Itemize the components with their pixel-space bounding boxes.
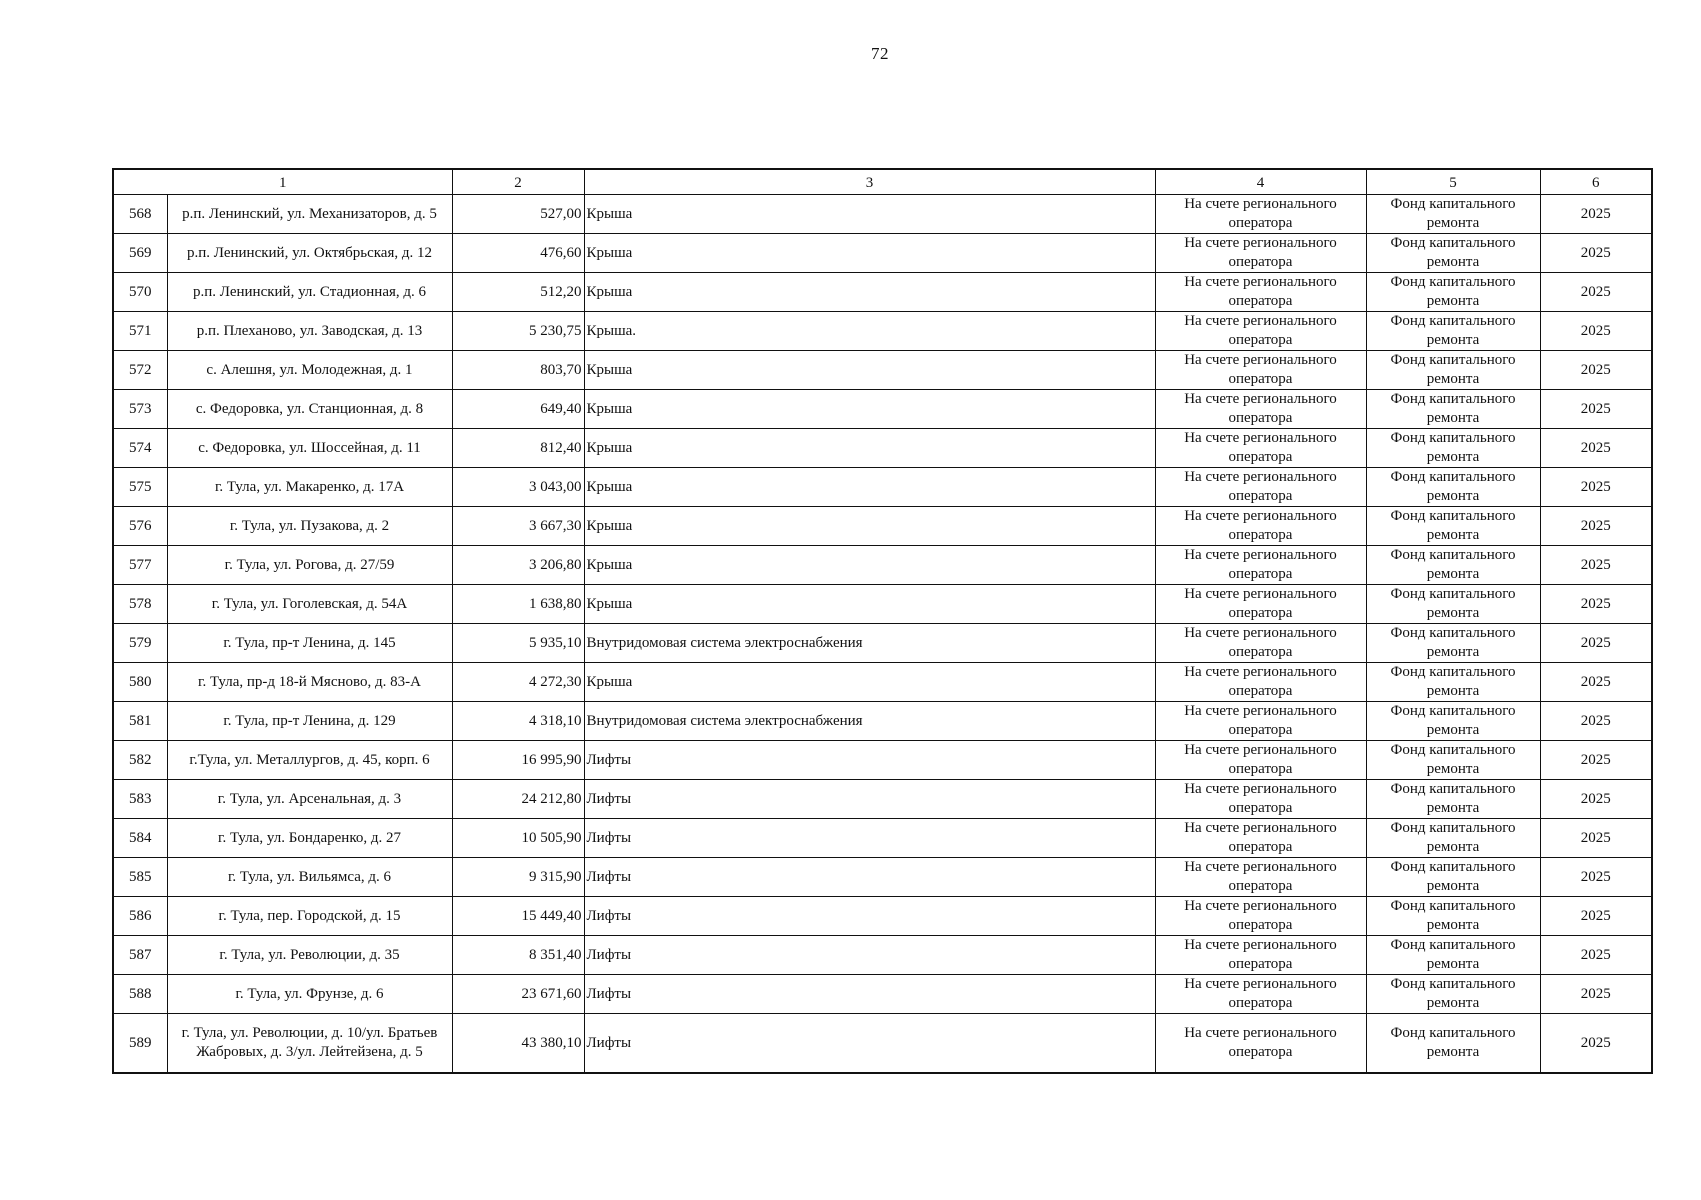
work-type-cell: Лифты — [584, 975, 1155, 1014]
work-type-cell: Лифты — [584, 858, 1155, 897]
year-cell: 2025 — [1540, 273, 1652, 312]
account-method-cell: На счете регионального оператора — [1155, 468, 1366, 507]
address-cell: г. Тула, ул. Революции, д. 35 — [167, 936, 452, 975]
funding-source-cell: Фонд капитального ремонта — [1366, 468, 1540, 507]
capital-repair-table — [112, 168, 1653, 1074]
row-number-cell: 571 — [113, 312, 167, 351]
area-cell: 3 667,30 — [452, 507, 584, 546]
address-cell: с. Алешня, ул. Молодежная, д. 1 — [167, 351, 452, 390]
area-cell: 4 318,10 — [452, 702, 584, 741]
address-cell: р.п. Ленинский, ул. Механизаторов, д. 5 — [167, 195, 452, 234]
address-cell: г. Тула, ул. Арсенальная, д. 3 — [167, 780, 452, 819]
account-method-cell: На счете регионального оператора — [1155, 234, 1366, 273]
table-row — [113, 624, 1652, 663]
year-cell: 2025 — [1540, 507, 1652, 546]
area-cell: 43 380,10 — [452, 1014, 584, 1074]
table-row — [113, 507, 1652, 546]
account-method-cell: На счете регионального оператора — [1155, 312, 1366, 351]
year-cell: 2025 — [1540, 741, 1652, 780]
row-number-cell: 568 — [113, 195, 167, 234]
row-number-cell: 574 — [113, 429, 167, 468]
row-number-cell: 579 — [113, 624, 167, 663]
address-cell: г. Тула, ул. Рогова, д. 27/59 — [167, 546, 452, 585]
row-number-cell: 572 — [113, 351, 167, 390]
table-row — [113, 585, 1652, 624]
table-row — [113, 858, 1652, 897]
account-method-cell: На счете регионального оператора — [1155, 429, 1366, 468]
row-number-cell: 570 — [113, 273, 167, 312]
funding-source-cell: Фонд капитального ремонта — [1366, 702, 1540, 741]
column-header-4: 4 — [1155, 169, 1366, 195]
year-cell: 2025 — [1540, 780, 1652, 819]
table-row — [113, 1014, 1652, 1074]
row-number-cell: 587 — [113, 936, 167, 975]
column-number-row — [113, 169, 1652, 195]
work-type-cell: Крыша — [584, 429, 1155, 468]
year-cell: 2025 — [1540, 234, 1652, 273]
work-type-cell: Лифты — [584, 819, 1155, 858]
table-row — [113, 780, 1652, 819]
area-cell: 476,60 — [452, 234, 584, 273]
account-method-cell: На счете регионального оператора — [1155, 897, 1366, 936]
address-cell: г. Тула, пр-д 18-й Мясново, д. 83-А — [167, 663, 452, 702]
table-row — [113, 195, 1652, 234]
table-row — [113, 468, 1652, 507]
address-cell: г. Тула, ул. Вильямса, д. 6 — [167, 858, 452, 897]
account-method-cell: На счете регионального оператора — [1155, 936, 1366, 975]
row-number-cell: 585 — [113, 858, 167, 897]
work-type-cell: Крыша — [584, 234, 1155, 273]
year-cell: 2025 — [1540, 663, 1652, 702]
address-cell: г. Тула, пер. Городской, д. 15 — [167, 897, 452, 936]
column-header-2: 2 — [452, 169, 584, 195]
table-row — [113, 975, 1652, 1014]
row-number-cell: 586 — [113, 897, 167, 936]
funding-source-cell: Фонд капитального ремонта — [1366, 663, 1540, 702]
table-row — [113, 351, 1652, 390]
year-cell: 2025 — [1540, 429, 1652, 468]
row-number-cell: 569 — [113, 234, 167, 273]
work-type-cell: Крыша — [584, 546, 1155, 585]
table-row — [113, 390, 1652, 429]
funding-source-cell: Фонд капитального ремонта — [1366, 507, 1540, 546]
address-cell: г. Тула, ул. Гоголевская, д. 54А — [167, 585, 452, 624]
work-type-cell: Крыша — [584, 585, 1155, 624]
table-body — [113, 195, 1652, 1074]
address-cell: г. Тула, ул. Пузакова, д. 2 — [167, 507, 452, 546]
account-method-cell: На счете регионального оператора — [1155, 975, 1366, 1014]
area-cell: 3 043,00 — [452, 468, 584, 507]
area-cell: 16 995,90 — [452, 741, 584, 780]
funding-source-cell: Фонд капитального ремонта — [1366, 624, 1540, 663]
account-method-cell: На счете регионального оператора — [1155, 273, 1366, 312]
row-number-cell: 578 — [113, 585, 167, 624]
work-type-cell: Крыша — [584, 663, 1155, 702]
area-cell: 1 638,80 — [452, 585, 584, 624]
work-type-cell: Лифты — [584, 897, 1155, 936]
funding-source-cell: Фонд капитального ремонта — [1366, 429, 1540, 468]
address-cell: г. Тула, ул. Фрунзе, д. 6 — [167, 975, 452, 1014]
area-cell: 527,00 — [452, 195, 584, 234]
table-row — [113, 936, 1652, 975]
funding-source-cell: Фонд капитального ремонта — [1366, 741, 1540, 780]
account-method-cell: На счете регионального оператора — [1155, 819, 1366, 858]
year-cell: 2025 — [1540, 1014, 1652, 1074]
funding-source-cell: Фонд капитального ремонта — [1366, 585, 1540, 624]
funding-source-cell: Фонд капитального ремонта — [1366, 390, 1540, 429]
row-number-cell: 580 — [113, 663, 167, 702]
account-method-cell: На счете регионального оператора — [1155, 507, 1366, 546]
area-cell: 3 206,80 — [452, 546, 584, 585]
funding-source-cell: Фонд капитального ремонта — [1366, 936, 1540, 975]
table-row — [113, 429, 1652, 468]
address-cell: г. Тула, пр-т Ленина, д. 145 — [167, 624, 452, 663]
year-cell: 2025 — [1540, 585, 1652, 624]
year-cell: 2025 — [1540, 351, 1652, 390]
address-cell: г. Тула, пр-т Ленина, д. 129 — [167, 702, 452, 741]
account-method-cell: На счете регионального оператора — [1155, 195, 1366, 234]
account-method-cell: На счете регионального оператора — [1155, 546, 1366, 585]
year-cell: 2025 — [1540, 546, 1652, 585]
table-row — [113, 819, 1652, 858]
area-cell: 512,20 — [452, 273, 584, 312]
funding-source-cell: Фонд капитального ремонта — [1366, 273, 1540, 312]
row-number-cell: 584 — [113, 819, 167, 858]
table-row — [113, 234, 1652, 273]
funding-source-cell: Фонд капитального ремонта — [1366, 1014, 1540, 1074]
funding-source-cell: Фонд капитального ремонта — [1366, 858, 1540, 897]
table-row — [113, 663, 1652, 702]
area-cell: 24 212,80 — [452, 780, 584, 819]
area-cell: 9 315,90 — [452, 858, 584, 897]
funding-source-cell: Фонд капитального ремонта — [1366, 780, 1540, 819]
year-cell: 2025 — [1540, 312, 1652, 351]
funding-source-cell: Фонд капитального ремонта — [1366, 819, 1540, 858]
account-method-cell: На счете регионального оператора — [1155, 858, 1366, 897]
row-number-cell: 582 — [113, 741, 167, 780]
area-cell: 8 351,40 — [452, 936, 584, 975]
table-row — [113, 741, 1652, 780]
area-cell: 23 671,60 — [452, 975, 584, 1014]
row-number-cell: 588 — [113, 975, 167, 1014]
year-cell: 2025 — [1540, 975, 1652, 1014]
area-cell: 4 272,30 — [452, 663, 584, 702]
work-type-cell: Внутридомовая система электроснабжения — [584, 624, 1155, 663]
year-cell: 2025 — [1540, 897, 1652, 936]
work-type-cell: Крыша. — [584, 312, 1155, 351]
funding-source-cell: Фонд капитального ремонта — [1366, 195, 1540, 234]
account-method-cell: На счете регионального оператора — [1155, 1014, 1366, 1074]
row-number-cell: 581 — [113, 702, 167, 741]
row-number-cell: 589 — [113, 1014, 167, 1074]
address-cell: р.п. Ленинский, ул. Октябрьская, д. 12 — [167, 234, 452, 273]
account-method-cell: На счете регионального оператора — [1155, 390, 1366, 429]
table-row — [113, 702, 1652, 741]
row-number-cell: 575 — [113, 468, 167, 507]
work-type-cell: Крыша — [584, 390, 1155, 429]
address-cell: г.Тула, ул. Металлургов, д. 45, корп. 6 — [167, 741, 452, 780]
work-type-cell: Внутридомовая система электроснабжения — [584, 702, 1155, 741]
address-cell: г. Тула, ул. Революции, д. 10/ул. Братьев Жабровых, д. 3/ул. Лейтейзена, д. 5 — [167, 1014, 452, 1074]
area-cell: 649,40 — [452, 390, 584, 429]
column-header-1: 1 — [113, 169, 452, 195]
area-cell: 10 505,90 — [452, 819, 584, 858]
work-type-cell: Лифты — [584, 936, 1155, 975]
row-number-cell: 583 — [113, 780, 167, 819]
page-number: 72 — [871, 44, 889, 63]
year-cell: 2025 — [1540, 624, 1652, 663]
address-cell: р.п. Плеханово, ул. Заводская, д. 13 — [167, 312, 452, 351]
year-cell: 2025 — [1540, 195, 1652, 234]
work-type-cell: Крыша — [584, 468, 1155, 507]
funding-source-cell: Фонд капитального ремонта — [1366, 234, 1540, 273]
column-header-5: 5 — [1366, 169, 1540, 195]
address-cell: г. Тула, ул. Бондаренко, д. 27 — [167, 819, 452, 858]
year-cell: 2025 — [1540, 858, 1652, 897]
row-number-cell: 577 — [113, 546, 167, 585]
work-type-cell: Крыша — [584, 273, 1155, 312]
table-row — [113, 312, 1652, 351]
account-method-cell: На счете регионального оператора — [1155, 624, 1366, 663]
funding-source-cell: Фонд капитального ремонта — [1366, 975, 1540, 1014]
table-row — [113, 546, 1652, 585]
funding-source-cell: Фонд капитального ремонта — [1366, 897, 1540, 936]
work-type-cell: Лифты — [584, 780, 1155, 819]
address-cell: с. Федоровка, ул. Станционная, д. 8 — [167, 390, 452, 429]
work-type-cell: Лифты — [584, 741, 1155, 780]
address-cell: р.п. Ленинский, ул. Стадионная, д. 6 — [167, 273, 452, 312]
year-cell: 2025 — [1540, 390, 1652, 429]
row-number-cell: 576 — [113, 507, 167, 546]
column-header-6: 6 — [1540, 169, 1652, 195]
account-method-cell: На счете регионального оператора — [1155, 663, 1366, 702]
work-type-cell: Крыша — [584, 507, 1155, 546]
area-cell: 5 230,75 — [452, 312, 584, 351]
area-cell: 812,40 — [452, 429, 584, 468]
column-header-3: 3 — [584, 169, 1155, 195]
area-cell: 5 935,10 — [452, 624, 584, 663]
address-cell: г. Тула, ул. Макаренко, д. 17А — [167, 468, 452, 507]
year-cell: 2025 — [1540, 702, 1652, 741]
area-cell: 803,70 — [452, 351, 584, 390]
account-method-cell: На счете регионального оператора — [1155, 585, 1366, 624]
table-row — [113, 273, 1652, 312]
address-cell: с. Федоровка, ул. Шоссейная, д. 11 — [167, 429, 452, 468]
work-type-cell: Крыша — [584, 195, 1155, 234]
account-method-cell: На счете регионального оператора — [1155, 351, 1366, 390]
year-cell: 2025 — [1540, 936, 1652, 975]
account-method-cell: На счете регионального оператора — [1155, 780, 1366, 819]
table-row — [113, 897, 1652, 936]
funding-source-cell: Фонд капитального ремонта — [1366, 351, 1540, 390]
work-type-cell: Лифты — [584, 1014, 1155, 1074]
row-number-cell: 573 — [113, 390, 167, 429]
area-cell: 15 449,40 — [452, 897, 584, 936]
funding-source-cell: Фонд капитального ремонта — [1366, 546, 1540, 585]
account-method-cell: На счете регионального оператора — [1155, 741, 1366, 780]
account-method-cell: На счете регионального оператора — [1155, 702, 1366, 741]
year-cell: 2025 — [1540, 468, 1652, 507]
year-cell: 2025 — [1540, 819, 1652, 858]
funding-source-cell: Фонд капитального ремонта — [1366, 312, 1540, 351]
work-type-cell: Крыша — [584, 351, 1155, 390]
